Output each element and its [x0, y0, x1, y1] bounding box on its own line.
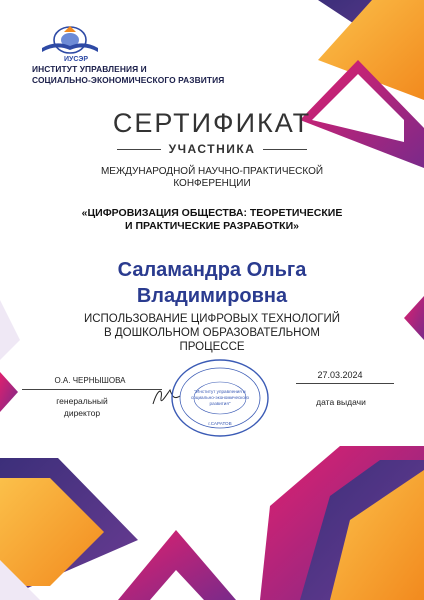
subtitle-text: УЧАСТНИКА [168, 142, 256, 156]
signature-line [22, 389, 162, 390]
report-topic [0, 312, 424, 354]
conference-line2: КОНФЕРЕНЦИИ [173, 178, 251, 189]
signer-role [22, 395, 142, 419]
topic-line3: ПРОЦЕССЕ [179, 341, 245, 353]
topic-line2: В ДОШКОЛЬНОМ ОБРАЗОВАТЕЛЬНОМ [103, 327, 321, 339]
svg-text:г.САРАТОВ: г.САРАТОВ [208, 421, 232, 426]
signer-role-line2: директор [63, 408, 101, 418]
certificate-subtitle [0, 142, 424, 156]
participant-name-line1: Саламандра Ольга [117, 259, 307, 281]
topic-line1: ИСПОЛЬЗОВАНИЕ ЦИФРОВЫХ ТЕХНОЛОГИЙ [83, 313, 341, 325]
subtitle-rule-left [117, 149, 161, 150]
issue-date-label: дата выдачи [316, 397, 366, 407]
certificate-title: СЕРТИФИКАТ [112, 108, 312, 138]
svg-text:ИУСЭР: ИУСЭР [64, 56, 88, 62]
institute-name-line2: СОЦИАЛЬНО-ЭКОНОМИЧЕСКОГО РАЗВИТИЯ [32, 75, 225, 85]
signer-name: О.А. ЧЕРНЫШОВА [54, 376, 126, 385]
svg-text:социально-экономического: социально-экономического [190, 395, 250, 400]
conference-theme [0, 207, 424, 233]
institute-logo [34, 22, 112, 62]
conference-type [0, 166, 424, 190]
subtitle-rule-right [263, 149, 307, 150]
deco-left-magenta [0, 372, 18, 412]
theme-line1: «ЦИФРОВИЗАЦИЯ ОБЩЕСТВА: ТЕОРЕТИЧЕСКИЕ [81, 207, 343, 219]
institute-name-line1: ИНСТИТУТ УПРАВЛЕНИЯ И [32, 64, 147, 74]
date-line [296, 383, 394, 384]
theme-line2: И ПРАКТИЧЕСКИЕ РАЗРАБОТКИ» [125, 220, 299, 232]
institute-name [32, 64, 252, 86]
svg-text:развития": развития" [209, 401, 231, 406]
signer-role-line1: генеральный [56, 396, 108, 406]
issue-date: 27.03.2024 [317, 370, 363, 380]
participant-name-line2: Владимировна [136, 285, 288, 307]
participant-name [0, 257, 424, 309]
svg-text:"Институт управления и: "Институт управления и [194, 389, 246, 394]
official-stamp [168, 356, 272, 440]
conference-line1: МЕЖДУНАРОДНОЙ НАУЧНО-ПРАКТИЧЕСКОЙ [100, 166, 324, 177]
